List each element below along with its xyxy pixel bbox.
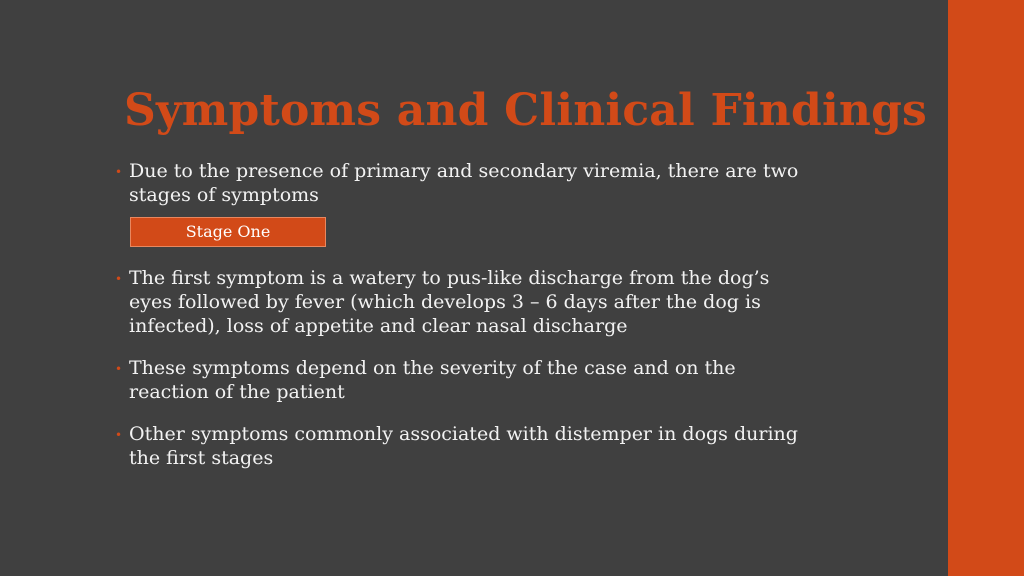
bullet-text: These symptoms depend on the severity of the case and on the reaction of the patient xyxy=(129,357,736,403)
bullet-text: The first symptom is a watery to pus-like discharge from the dog’s eyes followed by fever (which develops 3 – 6 days after the dog is infected), loss of appetite and clear nasal discharge xyxy=(129,267,770,337)
bullet-icon: • xyxy=(115,428,123,442)
bullet-item xyxy=(115,159,835,207)
bullet-text: Due to the presence of primary and secondary viremia, there are two stages of symptoms xyxy=(129,160,799,206)
bullet-item xyxy=(115,266,835,338)
bullet-icon: • xyxy=(115,165,123,179)
bullet-icon: • xyxy=(115,362,123,376)
accent-bar xyxy=(948,0,1024,576)
bullet-item xyxy=(115,356,835,404)
bullet-icon: • xyxy=(115,272,123,286)
stage-label: Stage One xyxy=(130,217,326,247)
slide-title: Symptoms and Clinical Findings xyxy=(124,85,928,136)
bullet-item xyxy=(115,422,835,470)
bullet-text: Other symptoms commonly associated with distemper in dogs during the first stages xyxy=(129,423,798,469)
